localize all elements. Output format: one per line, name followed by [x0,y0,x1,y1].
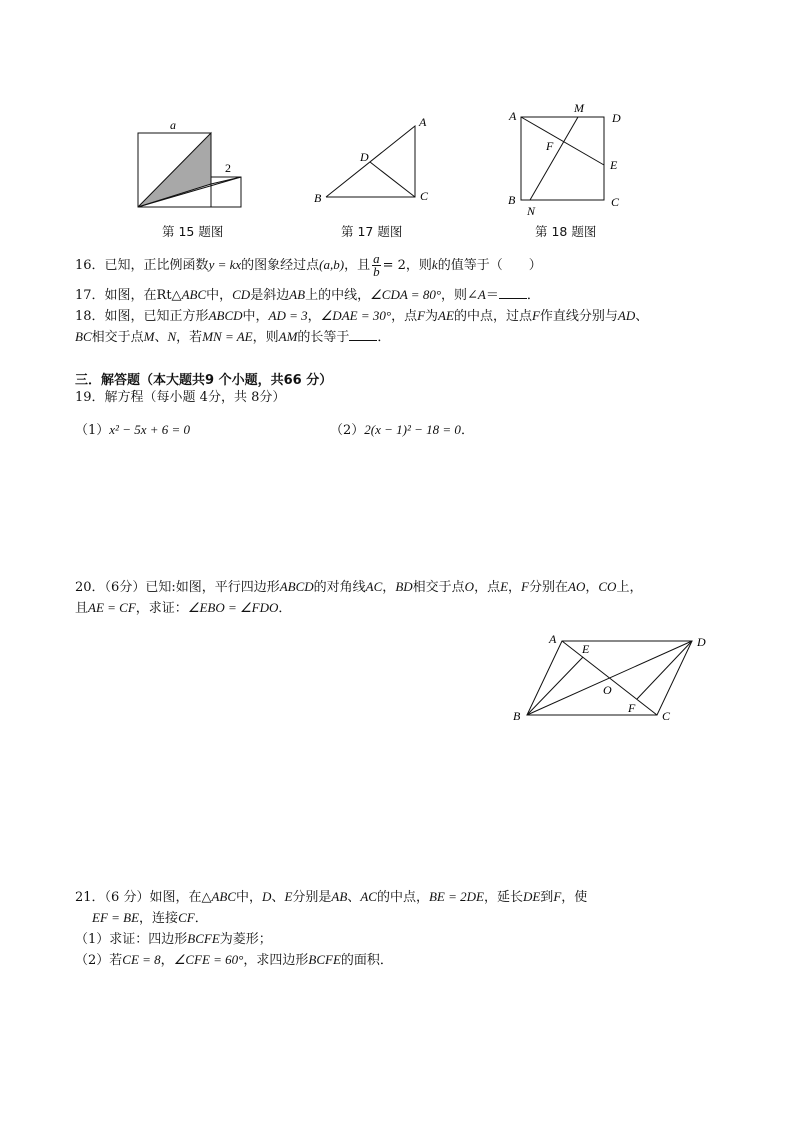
question-16: 16．已知，正比例函数y = kx的图象经过点(a,b)，且 $\frac{a}{b}$ = 2，则k的值等于（ ） [75,251,542,279]
fig18-point-n: N [527,204,536,218]
fig20-point-b: B [513,709,521,723]
fig18-point-d: D [612,111,621,125]
fig17-caption: 第 17 题图 [341,224,403,239]
question-20-line-1: 20．（6分）已知:如图，平行四边形ABCD的对角线AC，BD相交于点O，点E，F分别在AO，CO上， [75,579,643,595]
fig18-caption: 第 18 题图 [535,224,597,239]
section-3-heading: 三．解答题（本大题共9 个小题，共66 分） [75,373,333,388]
figure-20 [505,628,715,728]
fig18-point-a: A [509,109,517,123]
question-21-line-2: EF = BE，连接CF． [92,910,208,926]
figure-15 [130,115,255,215]
answer-blank-17[interactable] [499,286,527,299]
fig20-point-f: F [628,701,636,715]
fig17-point-b: B [314,191,322,205]
question-17: 17．如图，在Rt△ABC中，CD是斜边AB上的中线，∠CDA = 80°，则∠A＝ ． [75,287,540,303]
fig17-point-a: A [419,115,427,129]
fig18-point-m: M [574,101,584,115]
question-21-line-1: 21．（6 分）如图，在△ABC中，D、E分别是AB、AC的中点，BE = 2DE，延长DE到F，使 [75,889,588,905]
fig18-square [521,117,604,200]
answer-blank-18[interactable] [349,328,377,341]
fig18-point-e: E [610,158,618,172]
fig20-point-o: O [603,683,612,697]
fig15-label-2: 2 [225,161,231,175]
question-19-title: 19．解方程（每小题 4分，共 8分） [75,390,286,405]
fig20-point-d: D [697,635,706,649]
fig20-point-c: C [662,709,671,723]
question-19-part-2: （2）2(x − 1)² − 18 = 0． [330,422,474,438]
fig15-label-a: a [170,118,176,132]
figure-17 [308,110,433,210]
question-18-line-2: BC相交于点M、N，若MN = AE，则AM的长等于 ． [75,329,391,345]
question-18-line-1: 18．如图，已知正方形ABCD中，AD = 3，∠DAE = 30°，点F为AE的中点，过点F作直线分别与AD、 [75,308,649,324]
fig17-point-d: D [360,150,369,164]
question-19-part-1: （1）x² − 5x + 6 = 0 [75,422,191,438]
figure-18 [500,98,630,218]
fig20-point-a: A [549,632,557,646]
fig18-point-c: C [611,195,620,209]
question-20-line-2: 且AE = CF，求证：∠EBO = ∠FDO． [75,600,292,616]
fraction-a-over-b: $\frac{a}{b}$ [373,251,380,279]
fig20-point-e: E [582,642,590,656]
question-21-part-2: （2）若CE = 8，∠CFE = 60°，求四边形BCFE的面积． [75,952,393,968]
fig15-caption: 第 15 题图 [162,224,224,239]
question-21-part-1: （1）求证：四边形BCFE为菱形； [75,931,272,947]
fig17-point-c: C [420,189,429,203]
fig18-point-b: B [508,193,516,207]
fig18-point-f: F [546,139,554,153]
